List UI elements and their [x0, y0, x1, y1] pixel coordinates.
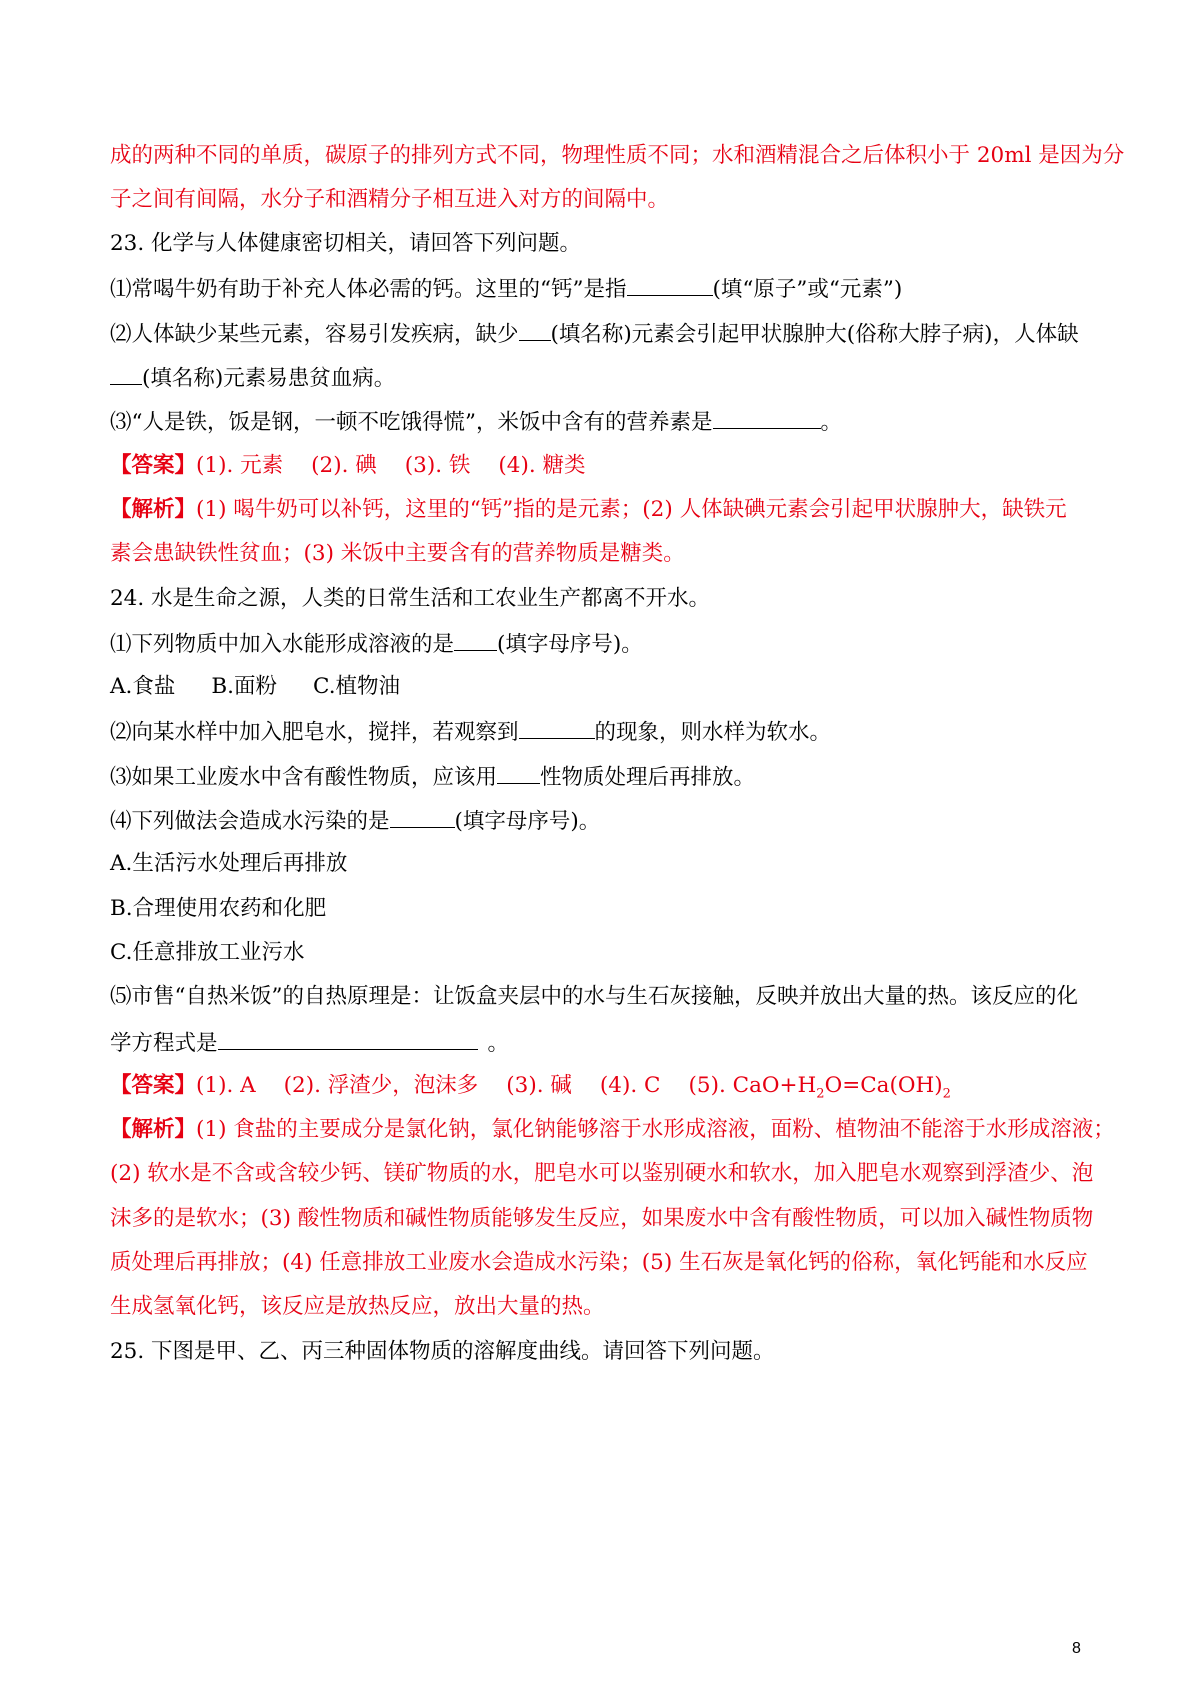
q23-part3-end: 。 [820, 410, 843, 435]
q23-analysis-line-2: 素会患缺铁性贫血；(3) 米饭中主要含有的营养物质是糖类。 [110, 541, 685, 566]
q23-part1-text: ⑴常喝牛奶有助于补充人体必需的钙。这里的“钙”是指 [110, 277, 627, 302]
q24-answer-5-sub-1: 2 [816, 1086, 825, 1102]
q24-part1-options [110, 672, 1105, 702]
q24-answer-5-sub-2: 2 [942, 1086, 951, 1102]
q23-answer-3: (3). 铁 [404, 453, 471, 478]
q24-stem: 24. 水是生命之源，人类的日常生活和工农业生产都离不开水。 [110, 586, 711, 611]
analysis-tag: 【解析】 [110, 497, 197, 522]
q24-part3-text: ⑶如果工业废水中含有酸性物质，应该用 [110, 765, 498, 790]
q24-answer-1: (1). A [196, 1073, 256, 1098]
q23-answer-2: (2). 碘 [311, 453, 377, 478]
q23-part1 [110, 273, 1105, 305]
q24-part4 [110, 805, 1105, 837]
q24-part4-hint: (填字母序号)。 [454, 809, 601, 834]
q23-analysis-line-1 [110, 495, 1105, 525]
continuation-line-2: 子之间有间隔，水分子和酒精分子相互进入对方的间隔中。 [110, 187, 670, 212]
q24-answer-5-label: (5). CaO+H [688, 1073, 817, 1098]
q24-part3-blank[interactable] [497, 761, 540, 784]
q23-answer-1: (1). 元素 [196, 453, 284, 478]
q23-part2-text: ⑵人体缺少某些元素，容易引发疾病，缺少 [110, 322, 519, 347]
q24-answer-5 [688, 1073, 951, 1102]
q24-analysis-line-3: 沫多的是软水；(3) 酸性物质和碱性物质能够发生反应，如果废水中含有酸性物质，可以加入碱性物质物 [110, 1206, 1094, 1231]
q24-part5-blank[interactable] [218, 1027, 478, 1050]
q24-part1-option-b: B.面粉 [211, 674, 278, 699]
q24-part1-option-a: A.食盐 [110, 674, 176, 699]
q24-analysis-line-1 [110, 1115, 1115, 1145]
q24-answer-2: (2). 浮渣少，泡沫多 [283, 1073, 479, 1098]
q24-part5-line-2 [110, 1027, 1105, 1059]
answer-tag: 【答案】 [110, 1073, 197, 1098]
q24-part1-text: ⑴下列物质中加入水能形成溶液的是 [110, 632, 455, 657]
q24-answer-4: (4). C [599, 1073, 661, 1098]
q24-analysis-text-1: (1) 食盐的主要成分是氯化钠，氯化钠能够溶于水形成溶液，面粉、植物油不能溶于水形成溶液； [196, 1117, 1115, 1142]
q25-stem: 25. 下图是甲、乙、丙三种固体物质的溶解度曲线。请回答下列问题。 [110, 1339, 775, 1364]
q24-part1-blank[interactable] [454, 628, 497, 651]
q23-part3-blank[interactable] [713, 406, 821, 429]
q23-part3-text: ⑶“人是铁，饭是钢，一顿不吃饿得慌”，米饭中含有的营养素是 [110, 410, 713, 435]
q24-answer-5-mid: O=Ca(OH) [824, 1073, 943, 1098]
q24-part4-option-c: C.任意排放工业污水 [110, 940, 305, 965]
q23-part1-hint: (填“原子”或“元素”) [712, 277, 903, 302]
q24-part5-end: 。 [487, 1031, 510, 1056]
q24-part1-option-c: C.植物油 [313, 674, 401, 699]
q24-part4-option-a: A.生活污水处理后再排放 [110, 851, 348, 876]
q23-part2 [110, 318, 1105, 350]
q23-answer [110, 451, 1105, 481]
q24-part1-hint: (填字母序号)。 [497, 632, 643, 657]
q24-part2-end: 的现象，则水样为软水。 [594, 720, 832, 745]
q24-part2-blank[interactable] [519, 716, 595, 739]
q24-part2 [110, 716, 1105, 748]
q23-part2-text-mid: (填名称)元素会引起甲状腺肿大(俗称大脖子病)，人体缺 [550, 322, 1079, 347]
answer-tag: 【答案】 [110, 453, 197, 478]
q24-part3 [110, 761, 1105, 793]
q24-part5-text: 学方程式是 [110, 1031, 218, 1056]
q23-part2-blank-1[interactable] [519, 318, 551, 341]
q23-part2-text-end: (填名称)元素易患贫血病。 [142, 366, 396, 391]
continuation-line-1: 成的两种不同的单质，碳原子的排列方式不同，物理性质不同；水和酒精混合之后体积小于 20ml 是因为分 [110, 143, 1125, 168]
q24-part2-text: ⑵向某水样中加入肥皂水，搅拌，若观察到 [110, 720, 519, 745]
q23-part2-blank-2[interactable] [110, 362, 142, 385]
q23-part2-cont [110, 362, 1105, 394]
q24-answer [110, 1071, 1105, 1109]
q24-analysis-line-2: (2) 软水是不含或含较少钙、镁矿物质的水，肥皂水可以鉴别硬水和软水，加入肥皂水观察到浮渣少、泡 [110, 1161, 1094, 1186]
q24-part3-end: 性物质处理后再排放。 [540, 765, 756, 790]
q24-part4-blank[interactable] [390, 805, 455, 828]
q23-stem: 23. 化学与人体健康密切相关，请回答下列问题。 [110, 231, 582, 256]
q24-analysis-line-4: 质处理后再排放；(4) 任意排放工业废水会造成水污染；(5) 生石灰是氧化钙的俗称，氧化钙能和水反应 [110, 1250, 1088, 1275]
q24-part1 [110, 628, 1105, 660]
q23-part1-blank[interactable] [627, 273, 713, 296]
q23-answer-4: (4). 糖类 [498, 453, 586, 478]
q24-part4-text: ⑷下列做法会造成水污染的是 [110, 809, 390, 834]
q23-analysis-text-1: (1) 喝牛奶可以补钙，这里的“钙”指的是元素；(2) 人体缺碘元素会引起甲状腺肿大，缺铁元 [196, 497, 1067, 522]
q24-part4-option-b: B.合理使用农药和化肥 [110, 896, 327, 921]
q24-analysis-line-5: 生成氢氧化钙，该反应是放热反应，放出大量的热。 [110, 1294, 605, 1319]
page-number: 8 [1072, 1640, 1081, 1657]
q23-part3 [110, 406, 1105, 438]
q24-part5-line-1: ⑸市售“自热米饭”的自热原理是：让饭盒夹层中的水与生石灰接触，反映并放出大量的热。该反应的化 [110, 984, 1078, 1009]
q24-answer-3: (3). 碱 [506, 1073, 572, 1098]
analysis-tag: 【解析】 [110, 1117, 197, 1142]
